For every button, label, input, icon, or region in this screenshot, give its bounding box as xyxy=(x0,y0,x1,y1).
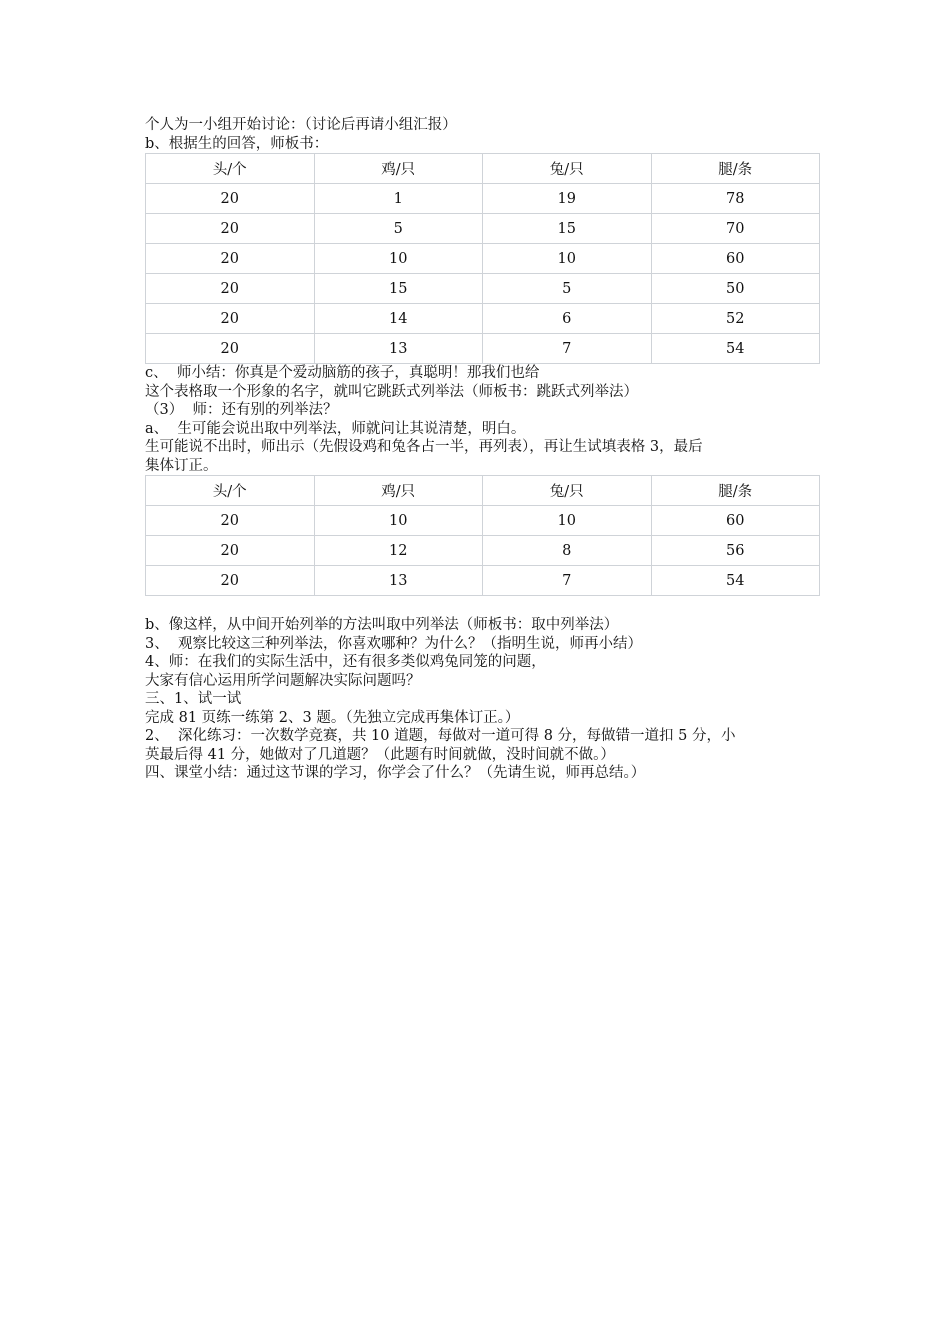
table-cell: 10 xyxy=(314,244,483,274)
table-cell: 7 xyxy=(483,566,652,596)
text-line: 完成 81 页练一练第 2、3 题。（先独立完成再集体订正。） xyxy=(145,709,520,726)
text-line: 这个表格取一个形象的名字，就叫它跳跃式列举法（师板书：跳跃式列举法） xyxy=(145,383,638,400)
table-cell: 10 xyxy=(314,506,483,536)
table-cell: 20 xyxy=(146,214,315,244)
blank-line xyxy=(145,596,820,616)
table-cell: 78 xyxy=(651,184,820,214)
table-row xyxy=(146,506,820,536)
document-page xyxy=(145,116,820,783)
table-header-row xyxy=(146,154,820,184)
text-line: 生可能说不出时，师出示（先假设鸡和兔各占一半，再列表），再让生试填表格 3，最后 xyxy=(145,439,703,455)
column-header-rabbits: 兔/只 xyxy=(483,476,652,506)
table-cell: 20 xyxy=(146,334,315,364)
column-header-rabbits: 兔/只 xyxy=(483,154,652,184)
table-cell: 56 xyxy=(651,536,820,566)
table-cell: 15 xyxy=(314,274,483,304)
table-cell: 60 xyxy=(651,506,820,536)
table-row xyxy=(146,214,820,244)
table-cell: 20 xyxy=(146,566,315,596)
table-cell: 20 xyxy=(146,184,315,214)
table-header-row xyxy=(146,476,820,506)
text-line: 3、 观察比较这三种列举法，你喜欢哪种？为什么？（指明生说，师再小结） xyxy=(145,635,642,652)
table-cell: 60 xyxy=(651,244,820,274)
table-row xyxy=(146,274,820,304)
table-row xyxy=(146,184,820,214)
table-cell: 10 xyxy=(483,506,652,536)
text-line: b、像这样，从中间开始列举的方法叫取中列举法（师板书：取中列举法） xyxy=(145,617,619,633)
text-line: 大家有信心运用所学问题解决实际问题吗？ xyxy=(145,672,421,689)
text-line: 个人为一小组开始讨论：（讨论后再请小组汇报） xyxy=(145,117,457,133)
table-cell: 13 xyxy=(314,566,483,596)
text-line: 4、师：在我们的实际生活中，还有很多类似鸡兔同笼的问题， xyxy=(145,654,546,670)
table-cell: 5 xyxy=(314,214,483,244)
table-cell: 13 xyxy=(314,334,483,364)
table-jump-enumeration xyxy=(145,153,820,364)
table-cell: 52 xyxy=(651,304,820,334)
column-header-heads: 头/个 xyxy=(146,154,315,184)
column-header-chickens: 鸡/只 xyxy=(314,154,483,184)
table-row xyxy=(146,334,820,364)
table-cell: 20 xyxy=(146,506,315,536)
table-cell: 70 xyxy=(651,214,820,244)
text-line: 四、课堂小结：通过这节课的学习，你学会了什么？（先请生说，师再总结。） xyxy=(145,765,646,781)
table-cell: 54 xyxy=(651,334,820,364)
table-cell: 54 xyxy=(651,566,820,596)
column-header-legs: 腿/条 xyxy=(651,476,820,506)
table-cell: 20 xyxy=(146,536,315,566)
table-cell: 6 xyxy=(483,304,652,334)
table-cell: 50 xyxy=(651,274,820,304)
text-line: 英最后得 41 分，她做对了几道题？（此题有时间就做，没时间就不做。） xyxy=(145,746,615,763)
column-header-legs: 腿/条 xyxy=(651,154,820,184)
text-line: c、 师小结：你真是个爱动脑筋的孩子，真聪明！那我们也给 xyxy=(145,365,540,381)
table-cell: 20 xyxy=(146,244,315,274)
table-row xyxy=(146,536,820,566)
table-row xyxy=(146,566,820,596)
table-cell: 15 xyxy=(483,214,652,244)
table-cell: 20 xyxy=(146,274,315,304)
table-cell: 10 xyxy=(483,244,652,274)
table-cell: 5 xyxy=(483,274,652,304)
column-header-chickens: 鸡/只 xyxy=(314,476,483,506)
table-row xyxy=(146,304,820,334)
text-line: a、 生可能会说出取中列举法，师就问让其说清楚，明白。 xyxy=(145,420,526,437)
table-cell: 8 xyxy=(483,536,652,566)
column-header-heads: 头/个 xyxy=(146,476,315,506)
table-middle-enumeration xyxy=(145,475,820,596)
table-cell: 12 xyxy=(314,536,483,566)
table-cell: 19 xyxy=(483,184,652,214)
table-cell: 20 xyxy=(146,304,315,334)
text-line: 2、 深化练习：一次数学竞赛，共 10 道题，每做对一道可得 8 分，每做错一道扣 5 分，小 xyxy=(145,728,736,744)
table-cell: 1 xyxy=(314,184,483,214)
text-line: b、根据生的回答，师板书： xyxy=(145,135,329,152)
text-line: （3） 师：还有别的列举法？ xyxy=(145,402,338,418)
table-row xyxy=(146,244,820,274)
table-cell: 14 xyxy=(314,304,483,334)
text-line: 集体订正。 xyxy=(145,457,218,474)
text-line: 三、1、试一试 xyxy=(145,691,242,707)
table-cell: 7 xyxy=(483,334,652,364)
